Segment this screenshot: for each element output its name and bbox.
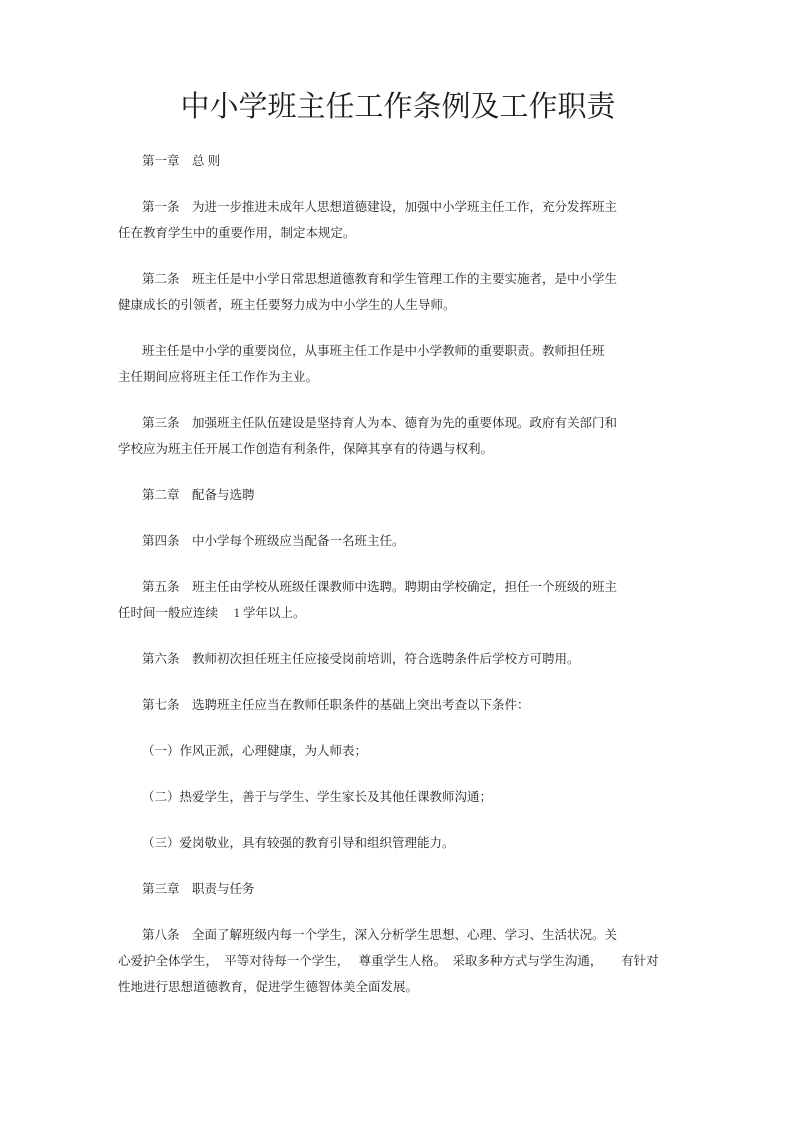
paragraph: [118, 692, 678, 718]
text-line: 第三条 加强班主任队伍建设是坚持育人为本、德育为先的重要体现。政府有关部门和: [142, 416, 618, 430]
text-line: 第二条 班主任是中小学日常思想道德教育和学生管理工作的主要实施者，是中小学生: [142, 272, 618, 286]
text-line: （二）热爱学生，善于与学生、学生家长及其他任课教师沟通；: [142, 790, 493, 804]
paragraph: [118, 646, 678, 672]
text-line: 第八条 全面了解班级内每一个学生，深入分析学生思想、心理、学习、生活状况。关: [142, 928, 618, 942]
paragraph: [118, 338, 678, 390]
text-line: 学校应为班主任开展工作创造有利条件，保障其享有的待遇与权利。: [118, 442, 494, 456]
text-line: 性地进行思想道德教育，促进学生德智体美全面发展。: [118, 980, 419, 994]
paragraph: [118, 830, 678, 856]
text-line: 第五条 班主任由学校从班级任课教师中选聘。聘期由学校确定，担任一个班级的班主: [142, 580, 618, 594]
text-line: 第一条 为进一步推进未成年人思想道德建设，加强中小学班主任工作，充分发挥班主: [142, 200, 618, 214]
text-line: （一）作风正派，心理健康，为人师表；: [142, 744, 368, 758]
document-content: [118, 0, 678, 1020]
paragraph: [118, 922, 678, 1000]
document-title: 中小学班主任工作条例及工作职责: [180, 91, 616, 123]
text-line: 主任期间应将班主任工作作为主业。: [118, 370, 319, 384]
paragraph: [118, 410, 678, 462]
paragraph: [118, 574, 678, 626]
paragraph: [118, 784, 678, 810]
chapter-heading: [118, 148, 678, 174]
paragraph: [118, 528, 678, 554]
text-line: 任时间一般应连续 1 学年以上。: [118, 606, 306, 620]
text-line: （三）爱岗敬业，具有较强的教育引导和组织管理能力。: [142, 836, 455, 850]
paragraph: [118, 266, 678, 318]
text-line: 第七条 选聘班主任应当在教师任职条件的基础上突出考查以下条件：: [142, 698, 530, 712]
text-line: 任在教育学生中的重要作用，制定本规定。: [118, 226, 356, 240]
text-line: 班主任是中小学的重要岗位，从事班主任工作是中小学教师的重要职责。教师担任班: [142, 344, 605, 358]
text-line: 第六条 教师初次担任班主任应接受岗前培训，符合选聘条件后学校方可聘用。: [142, 652, 580, 666]
text-line: 健康成长的引领者，班主任要努力成为中小学生的人生导师。: [118, 298, 456, 312]
text-line: 第一章 总 则: [142, 154, 221, 168]
paragraph: [118, 738, 678, 764]
chapter-heading: [118, 876, 678, 902]
paragraph: [118, 194, 678, 246]
chapter-heading: [118, 482, 678, 508]
text-line: 第四条 中小学每个班级应当配备一名班主任。: [142, 534, 405, 548]
text-line: 第二章 配备与选聘: [142, 488, 255, 502]
text-line: 第三章 职责与任务: [142, 882, 255, 896]
text-line: 心爱护全体学生， 平等对待每一个学生， 尊重学生人格。 采取多种方式与学生沟通， 有针对: [118, 954, 659, 968]
document-body: [118, 148, 678, 1000]
